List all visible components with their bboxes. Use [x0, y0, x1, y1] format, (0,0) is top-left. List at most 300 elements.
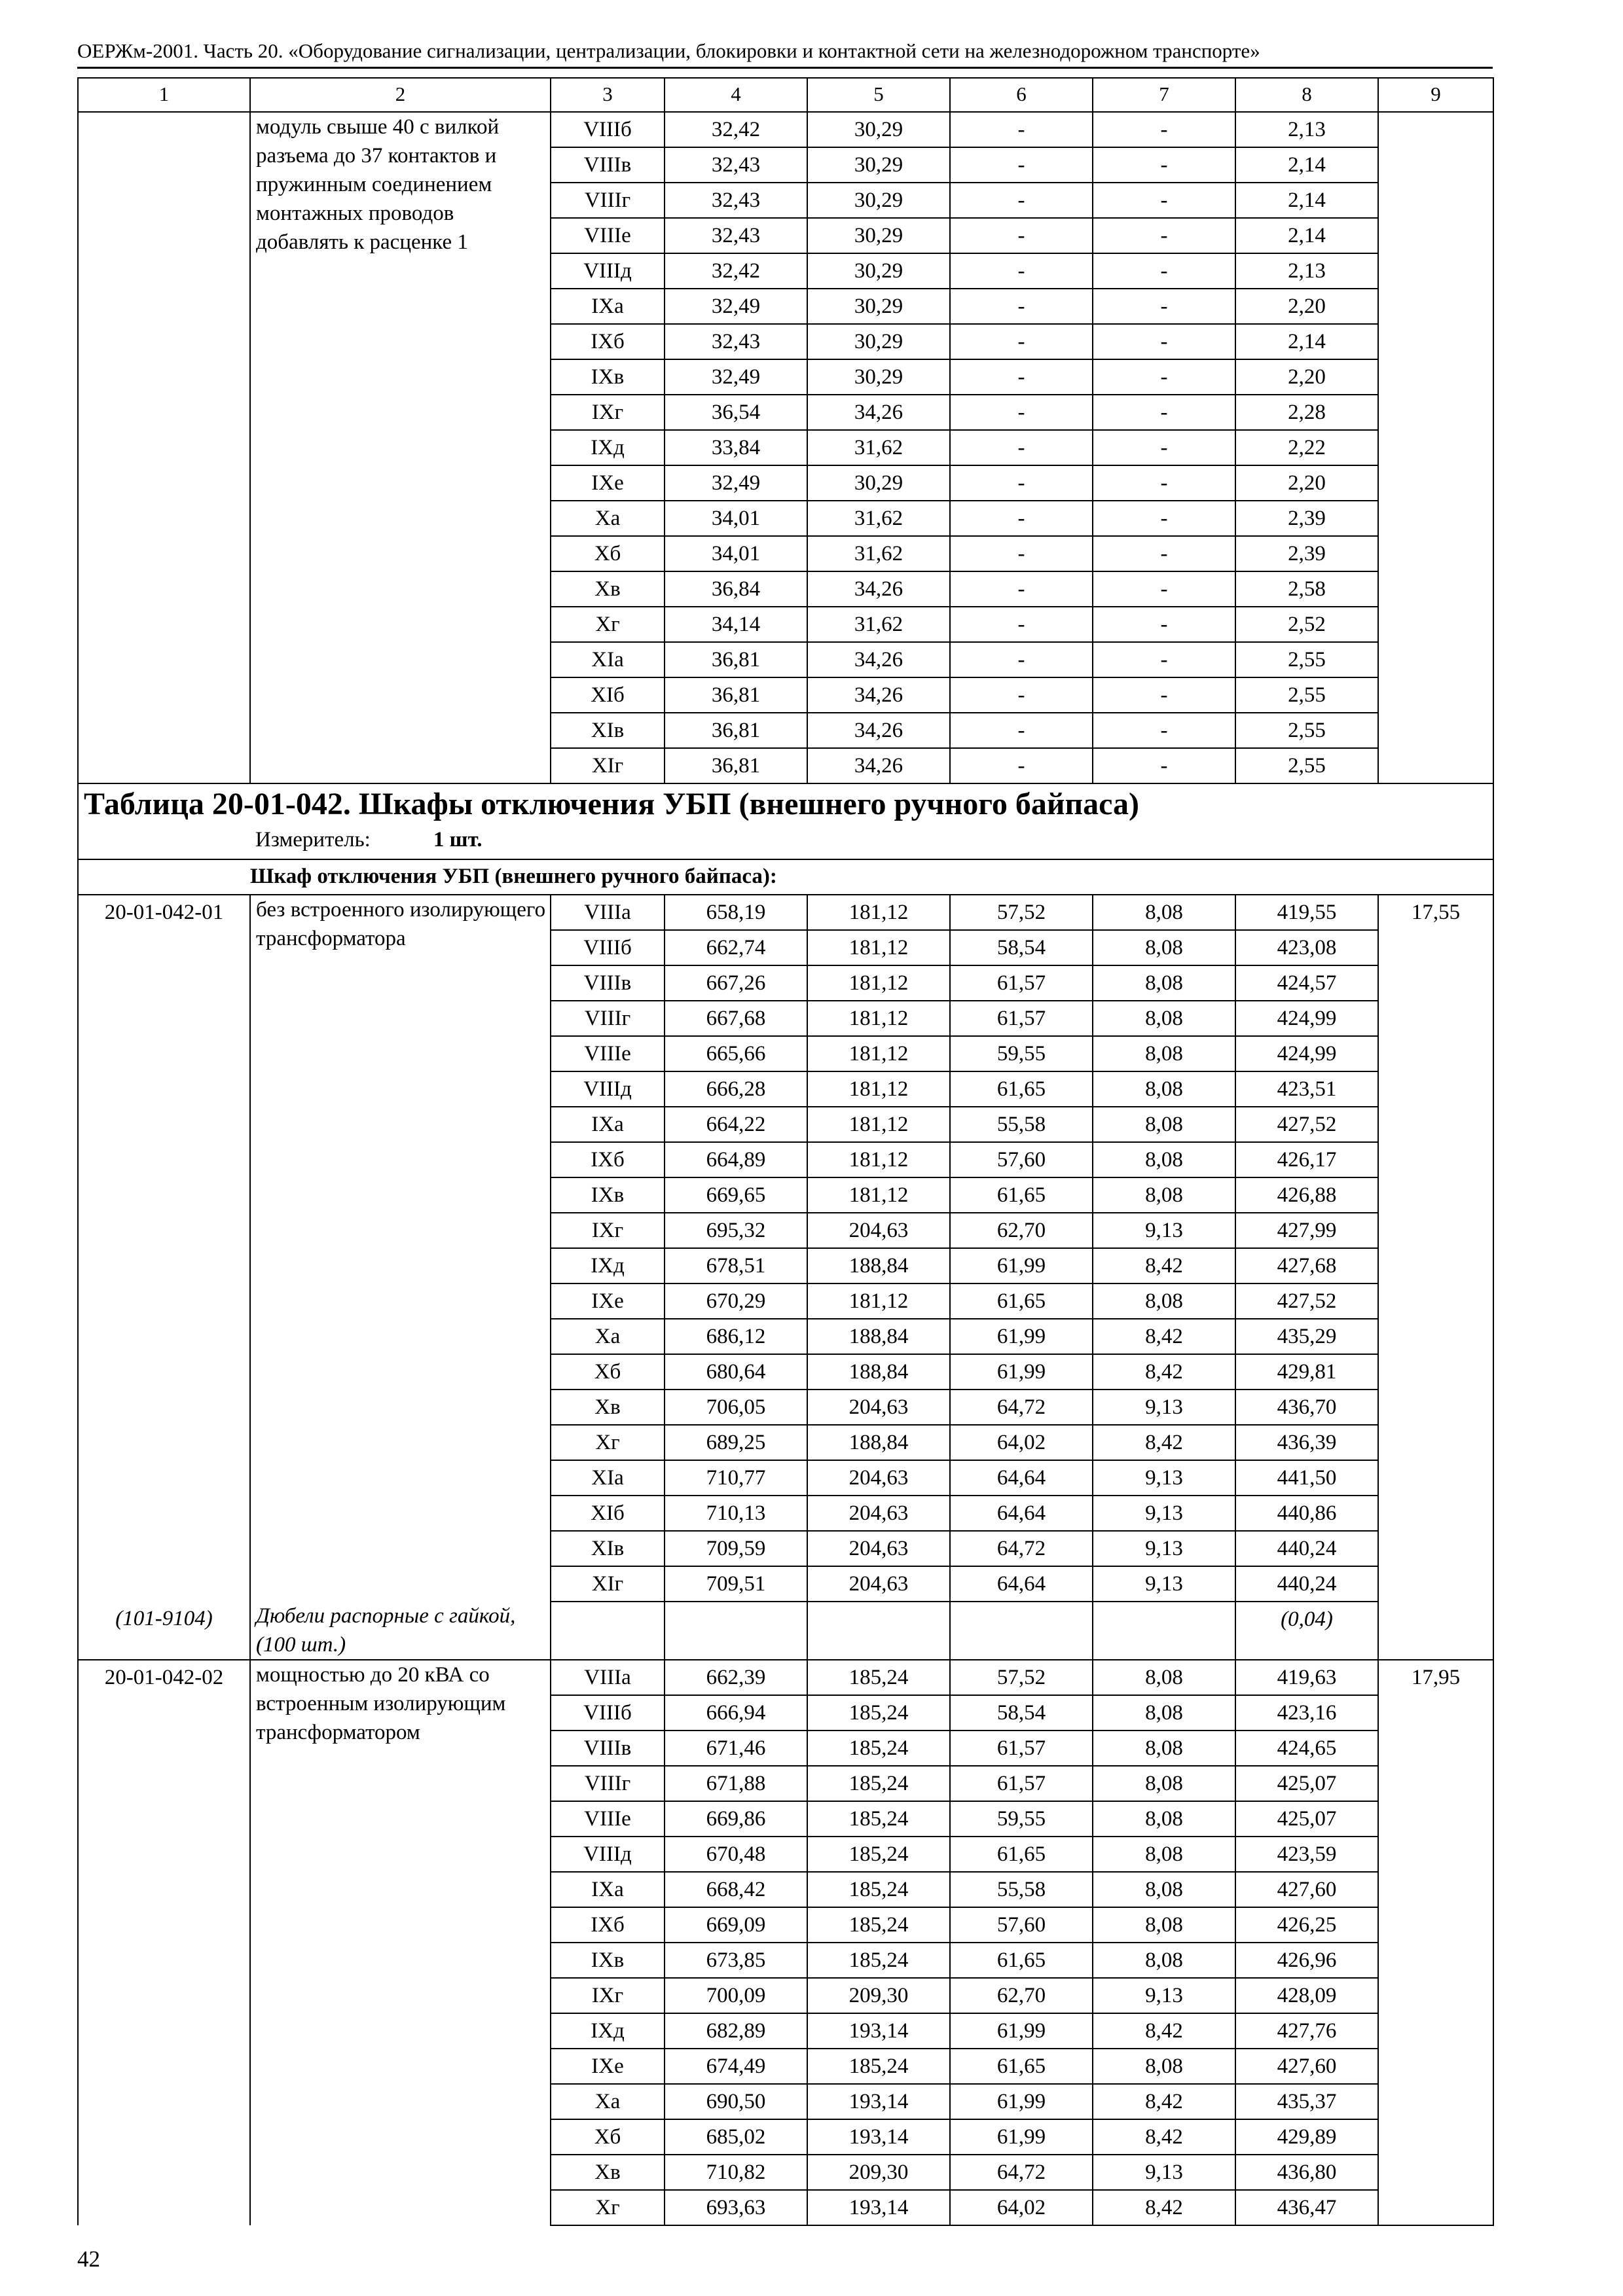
column-number: 3 [551, 78, 665, 112]
rate-value: 426,96 [1235, 1943, 1378, 1978]
rate-value: 181,12 [807, 965, 950, 1001]
column-number: 5 [807, 78, 950, 112]
rate-value: 8,08 [1093, 1766, 1235, 1801]
zone-code: VIIIе [551, 1036, 665, 1071]
rate-value: - [950, 218, 1093, 253]
rate-value: 55,58 [950, 1107, 1093, 1142]
rate-value: 61,99 [950, 1319, 1093, 1354]
rate-value: 32,49 [665, 289, 807, 324]
rate-value: 181,12 [807, 895, 950, 930]
zone-code: VIIIб [551, 112, 665, 147]
col9-value [1378, 112, 1493, 783]
rate-value: - [1093, 677, 1235, 713]
rate-value: 61,57 [950, 1731, 1093, 1766]
empty-cell [665, 1602, 807, 1660]
rate-value: - [950, 465, 1093, 501]
rate-value: 668,42 [665, 1872, 807, 1907]
rate-value: - [950, 112, 1093, 147]
rate-value: 8,08 [1093, 1142, 1235, 1177]
rate-value: 61,65 [950, 1837, 1093, 1872]
rate-value: 2,55 [1235, 713, 1378, 748]
rate-value: 32,49 [665, 465, 807, 501]
rate-value: 8,08 [1093, 1001, 1235, 1036]
zone-code: VIIIг [551, 1001, 665, 1036]
rate-value: 193,14 [807, 2190, 950, 2225]
rate-value: - [950, 642, 1093, 677]
rate-value: 2,13 [1235, 253, 1378, 289]
rate-value: 8,08 [1093, 1731, 1235, 1766]
zone-code: Xг [551, 1425, 665, 1460]
rate-value: 32,42 [665, 112, 807, 147]
rate-value: - [1093, 359, 1235, 395]
rate-value: 30,29 [807, 359, 950, 395]
rate-value: - [1093, 536, 1235, 571]
rate-value: 666,28 [665, 1071, 807, 1107]
rate-value: - [1093, 607, 1235, 642]
zone-code: Xв [551, 571, 665, 607]
rate-value: 8,42 [1093, 1354, 1235, 1390]
zone-code: VIIIг [551, 183, 665, 218]
rate-value: 185,24 [807, 1766, 950, 1801]
rate-value: 424,99 [1235, 1001, 1378, 1036]
rate-value: 8,42 [1093, 1425, 1235, 1460]
rate-value: 61,99 [950, 1354, 1093, 1390]
rate-value: 436,47 [1235, 2190, 1378, 2225]
rate-value: 209,30 [807, 2155, 950, 2190]
rate-value: 8,42 [1093, 1319, 1235, 1354]
rate-table [77, 77, 1494, 2226]
measure-block [250, 825, 1493, 859]
rate-value: 424,65 [1235, 1731, 1378, 1766]
rate-value: 61,65 [950, 1283, 1093, 1319]
rate-value: - [950, 395, 1093, 430]
rate-value: 181,12 [807, 1177, 950, 1213]
rate-value: 8,08 [1093, 1872, 1235, 1907]
rate-value: 436,39 [1235, 1425, 1378, 1460]
table-title-row [78, 783, 1493, 825]
zone-code: Xб [551, 536, 665, 571]
zone-code: XIв [551, 1531, 665, 1566]
rate-code [78, 112, 250, 783]
column-number: 1 [78, 78, 250, 112]
rate-value: 429,89 [1235, 2119, 1378, 2155]
rate-value: 32,43 [665, 147, 807, 183]
zone-code: Xв [551, 2155, 665, 2190]
measure-row [78, 825, 1493, 859]
rate-value: 34,26 [807, 748, 950, 783]
zone-code: IXг [551, 1213, 665, 1248]
zone-code: IXе [551, 465, 665, 501]
rate-value: 666,94 [665, 1695, 807, 1731]
rate-value: 9,13 [1093, 1390, 1235, 1425]
empty-cell [807, 1602, 950, 1660]
rate-value: 423,08 [1235, 930, 1378, 965]
rate-value: 204,63 [807, 1460, 950, 1496]
col9-value: 17,55 [1378, 895, 1493, 1660]
zone-code: Xв [551, 1390, 665, 1425]
rate-value: 8,42 [1093, 2190, 1235, 2225]
rate-value: 671,88 [665, 1766, 807, 1801]
item-description: без встроенного изолирующего трансформатора [250, 895, 551, 1602]
rate-value: 700,09 [665, 1978, 807, 2013]
rate-value: 709,51 [665, 1566, 807, 1602]
rate-value: 662,39 [665, 1660, 807, 1695]
zone-code: XIв [551, 713, 665, 748]
rate-value: 181,12 [807, 930, 950, 965]
rate-value: - [950, 324, 1093, 359]
rate-value: - [950, 147, 1093, 183]
rate-value: 669,65 [665, 1177, 807, 1213]
rate-value: - [950, 430, 1093, 465]
rate-value: 8,08 [1093, 895, 1235, 930]
rate-value: 669,09 [665, 1907, 807, 1943]
zone-code: VIIIд [551, 1071, 665, 1107]
rate-value: 61,65 [950, 1071, 1093, 1107]
rate-value: - [1093, 501, 1235, 536]
rate-value: - [950, 536, 1093, 571]
rate-value: - [1093, 465, 1235, 501]
rate-value: 30,29 [807, 253, 950, 289]
rate-value: 2,14 [1235, 218, 1378, 253]
rate-value: 185,24 [807, 1731, 950, 1766]
rate-value: - [1093, 430, 1235, 465]
rate-value: 2,13 [1235, 112, 1378, 147]
rate-value: - [1093, 147, 1235, 183]
zone-code: IXб [551, 1907, 665, 1943]
column-number: 9 [1378, 78, 1493, 112]
rate-value: 204,63 [807, 1531, 950, 1566]
rate-value: 689,25 [665, 1425, 807, 1460]
rate-value: 204,63 [807, 1566, 950, 1602]
rate-value: 188,84 [807, 1248, 950, 1283]
rate-value: 61,65 [950, 1943, 1093, 1978]
rate-value: 57,52 [950, 1660, 1093, 1695]
page-number: 42 [77, 2246, 100, 2272]
rate-value: 695,32 [665, 1213, 807, 1248]
rate-value: 440,24 [1235, 1531, 1378, 1566]
rate-value: 2,14 [1235, 324, 1378, 359]
rate-value: 204,63 [807, 1390, 950, 1425]
rate-value: 34,26 [807, 713, 950, 748]
rate-value: 8,08 [1093, 1177, 1235, 1213]
rate-value: 9,13 [1093, 1566, 1235, 1602]
rate-value: - [950, 748, 1093, 783]
zone-code: IXе [551, 2049, 665, 2084]
rate-value: - [1093, 642, 1235, 677]
rate-value: 61,65 [950, 2049, 1093, 2084]
col9-value: 17,95 [1378, 1660, 1493, 2225]
item-description: мощностью до 20 кВА со встроенным изолирующим трансформатором [250, 1660, 551, 2225]
zone-code: IXе [551, 1283, 665, 1319]
zone-code: XIа [551, 1460, 665, 1496]
zone-code: XIа [551, 642, 665, 677]
rate-value: 436,70 [1235, 1390, 1378, 1425]
rate-value: 2,20 [1235, 465, 1378, 501]
rate-value: 686,12 [665, 1319, 807, 1354]
rate-value: - [1093, 324, 1235, 359]
rate-value: 55,58 [950, 1872, 1093, 1907]
rate-value: - [1093, 289, 1235, 324]
rate-value: 427,68 [1235, 1248, 1378, 1283]
rate-value: 670,48 [665, 1837, 807, 1872]
rate-value: 419,55 [1235, 895, 1378, 930]
rate-value: 36,81 [665, 748, 807, 783]
rate-value: 8,08 [1093, 1107, 1235, 1142]
rate-value: 185,24 [807, 1837, 950, 1872]
rate-value: - [1093, 218, 1235, 253]
rate-value: 426,25 [1235, 1907, 1378, 1943]
rate-value: 2,28 [1235, 395, 1378, 430]
rate-value: 30,29 [807, 218, 950, 253]
rate-value: - [1093, 713, 1235, 748]
rate-value: 673,85 [665, 1943, 807, 1978]
rate-value: 64,64 [950, 1566, 1093, 1602]
rate-value: 440,86 [1235, 1496, 1378, 1531]
rate-value: 682,89 [665, 2013, 807, 2049]
rate-value: 710,77 [665, 1460, 807, 1496]
rate-value: 181,12 [807, 1283, 950, 1319]
rate-table-body [78, 78, 1493, 2225]
rate-value: 2,55 [1235, 748, 1378, 783]
rate-value: 441,50 [1235, 1460, 1378, 1496]
rate-value: 61,99 [950, 2013, 1093, 2049]
zone-code: XIг [551, 748, 665, 783]
zone-code: IXв [551, 1943, 665, 1978]
rate-value: 209,30 [807, 1978, 950, 2013]
rate-value: - [1093, 748, 1235, 783]
rate-value: 34,26 [807, 571, 950, 607]
rate-value: 8,42 [1093, 1248, 1235, 1283]
rate-value: 425,07 [1235, 1766, 1378, 1801]
rate-value: 30,29 [807, 465, 950, 501]
rate-value: 185,24 [807, 1801, 950, 1837]
column-numbers-row [78, 78, 1493, 112]
column-number: 4 [665, 78, 807, 112]
rate-value: 30,29 [807, 324, 950, 359]
header-rule [77, 67, 1493, 69]
zone-code: IXг [551, 395, 665, 430]
rate-value: 436,80 [1235, 2155, 1378, 2190]
rate-value: 64,02 [950, 1425, 1093, 1460]
rate-value: 690,50 [665, 2084, 807, 2119]
measure-value: 1 шт. [433, 828, 483, 852]
rate-value: 425,07 [1235, 1801, 1378, 1837]
rate-value: 427,52 [1235, 1283, 1378, 1319]
rate-value: 669,86 [665, 1801, 807, 1837]
zone-code: VIIIе [551, 218, 665, 253]
zone-code: IXв [551, 359, 665, 395]
rate-value: 8,08 [1093, 1695, 1235, 1731]
rate-value: 2,39 [1235, 536, 1378, 571]
zone-code: VIIIд [551, 253, 665, 289]
zone-code: VIIIг [551, 1766, 665, 1801]
rate-value: 427,60 [1235, 1872, 1378, 1907]
rate-value: 8,42 [1093, 2084, 1235, 2119]
material-description: Дюбели распорные с гайкой, (100 шт.) [250, 1602, 551, 1660]
zone-code: XIб [551, 677, 665, 713]
rate-value: 64,72 [950, 2155, 1093, 2190]
rate-value: 424,57 [1235, 965, 1378, 1001]
rate-value: 667,68 [665, 1001, 807, 1036]
rate-value: 181,12 [807, 1036, 950, 1071]
rate-value: 31,62 [807, 607, 950, 642]
empty-cell [551, 1602, 665, 1660]
rate-value: 36,54 [665, 395, 807, 430]
zone-code: XIг [551, 1566, 665, 1602]
rate-value: - [1093, 571, 1235, 607]
rate-code: 20-01-042-01 [78, 895, 250, 1602]
rate-value: 30,29 [807, 112, 950, 147]
rate-value: 664,89 [665, 1142, 807, 1177]
rate-value: 57,52 [950, 895, 1093, 930]
rate-value: 31,62 [807, 430, 950, 465]
zone-code: Xа [551, 501, 665, 536]
rate-value: 57,60 [950, 1142, 1093, 1177]
rate-value: 8,08 [1093, 965, 1235, 1001]
rate-table-sheet [77, 77, 1493, 2226]
rate-value: 435,37 [1235, 2084, 1378, 2119]
rate-value: 674,49 [665, 2049, 807, 2084]
rate-value: 185,24 [807, 2049, 950, 2084]
rate-value: 188,84 [807, 1319, 950, 1354]
rate-value: 427,60 [1235, 2049, 1378, 2084]
rate-value: 2,52 [1235, 607, 1378, 642]
rate-value: 31,62 [807, 536, 950, 571]
rate-value: 8,42 [1093, 2013, 1235, 2049]
rate-value: 427,52 [1235, 1107, 1378, 1142]
rate-value: 426,17 [1235, 1142, 1378, 1177]
rate-value: 64,64 [950, 1460, 1093, 1496]
rate-value: 59,55 [950, 1801, 1093, 1837]
zone-code: Xа [551, 2084, 665, 2119]
rate-value: 435,29 [1235, 1319, 1378, 1354]
rate-value: 64,72 [950, 1531, 1093, 1566]
rate-value: 34,01 [665, 501, 807, 536]
rate-value: 423,59 [1235, 1837, 1378, 1872]
rate-value: 9,13 [1093, 1978, 1235, 2013]
rate-value: 667,26 [665, 965, 807, 1001]
rate-value: 185,24 [807, 1907, 950, 1943]
rate-value: - [950, 571, 1093, 607]
rate-value: 58,54 [950, 1695, 1093, 1731]
rate-value: - [1093, 253, 1235, 289]
rate-value: 9,13 [1093, 1496, 1235, 1531]
rate-value: 32,43 [665, 183, 807, 218]
zone-code: Xб [551, 2119, 665, 2155]
zone-code: Xа [551, 1319, 665, 1354]
rate-value: 58,54 [950, 930, 1093, 965]
rate-value: 181,12 [807, 1142, 950, 1177]
rate-value: - [950, 607, 1093, 642]
rate-value: 9,13 [1093, 1460, 1235, 1496]
rate-value: 8,42 [1093, 2119, 1235, 2155]
rate-value: 30,29 [807, 183, 950, 218]
rate-value: 181,12 [807, 1071, 950, 1107]
rate-value: - [950, 677, 1093, 713]
zone-code: IXд [551, 430, 665, 465]
material-row [78, 1602, 1493, 1660]
column-number: 8 [1235, 78, 1378, 112]
rate-value: 61,57 [950, 1001, 1093, 1036]
rate-value: 34,26 [807, 677, 950, 713]
section-spacer [78, 859, 250, 895]
rate-value: - [1093, 112, 1235, 147]
rate-value: 36,84 [665, 571, 807, 607]
rate-value: - [1093, 183, 1235, 218]
rate-value: 2,14 [1235, 183, 1378, 218]
rate-value: 8,08 [1093, 1907, 1235, 1943]
zone-code: VIIIа [551, 1660, 665, 1695]
rate-value: 706,05 [665, 1390, 807, 1425]
rate-value: 30,29 [807, 289, 950, 324]
rate-value: 8,08 [1093, 1283, 1235, 1319]
column-number: 6 [950, 78, 1093, 112]
rate-value: 429,81 [1235, 1354, 1378, 1390]
item-description: модуль свыше 40 с вилкой разъема до 37 контактов и пружинным соединением монтажных проводов добавлять к расценке 1 [250, 112, 551, 783]
rate-value: 710,13 [665, 1496, 807, 1531]
column-number: 2 [250, 78, 551, 112]
rate-value: 8,08 [1093, 930, 1235, 965]
rate-value: 8,08 [1093, 1660, 1235, 1695]
zone-code: IXб [551, 1142, 665, 1177]
zone-code: VIIIв [551, 1731, 665, 1766]
rate-value: 188,84 [807, 1354, 950, 1390]
rate-value: 678,51 [665, 1248, 807, 1283]
measure-spacer [78, 825, 250, 859]
rate-value: 193,14 [807, 2084, 950, 2119]
rate-value: 662,74 [665, 930, 807, 965]
zone-code: XIб [551, 1496, 665, 1531]
empty-cell [950, 1602, 1093, 1660]
rate-value: 62,70 [950, 1213, 1093, 1248]
table-row [78, 1660, 1493, 1695]
rate-value: 61,99 [950, 1248, 1093, 1283]
rate-value: 2,55 [1235, 642, 1378, 677]
rate-code: 20-01-042-02 [78, 1660, 250, 2225]
rate-value: 8,08 [1093, 2049, 1235, 2084]
rate-value: 2,20 [1235, 359, 1378, 395]
rate-value: 685,02 [665, 2119, 807, 2155]
zone-code: IXв [551, 1177, 665, 1213]
rate-value: 32,43 [665, 324, 807, 359]
zone-code: VIIIв [551, 147, 665, 183]
zone-code: VIIIб [551, 1695, 665, 1731]
rate-value: 9,13 [1093, 1213, 1235, 1248]
rate-value: 193,14 [807, 2013, 950, 2049]
section-heading: Шкаф отключения УБП (внешнего ручного байпаса): [250, 859, 1493, 895]
rate-value: 671,46 [665, 1731, 807, 1766]
rate-value: 709,59 [665, 1531, 807, 1566]
zone-code: IXб [551, 324, 665, 359]
rate-value: - [1093, 395, 1235, 430]
rate-value: 670,29 [665, 1283, 807, 1319]
rate-value: 61,99 [950, 2119, 1093, 2155]
rate-value: 193,14 [807, 2119, 950, 2155]
rate-value: 427,99 [1235, 1213, 1378, 1248]
column-number: 7 [1093, 78, 1235, 112]
zone-code: VIIIб [551, 930, 665, 965]
rate-value: 427,76 [1235, 2013, 1378, 2049]
rate-value: 59,55 [950, 1036, 1093, 1071]
rate-value: 8,08 [1093, 1837, 1235, 1872]
zone-code: VIIIд [551, 1837, 665, 1872]
rate-value: 34,26 [807, 642, 950, 677]
rate-value: 9,13 [1093, 2155, 1235, 2190]
rate-value: 8,08 [1093, 1071, 1235, 1107]
rate-value: 2,14 [1235, 147, 1378, 183]
rate-value: 61,99 [950, 2084, 1093, 2119]
rate-value: - [950, 289, 1093, 324]
